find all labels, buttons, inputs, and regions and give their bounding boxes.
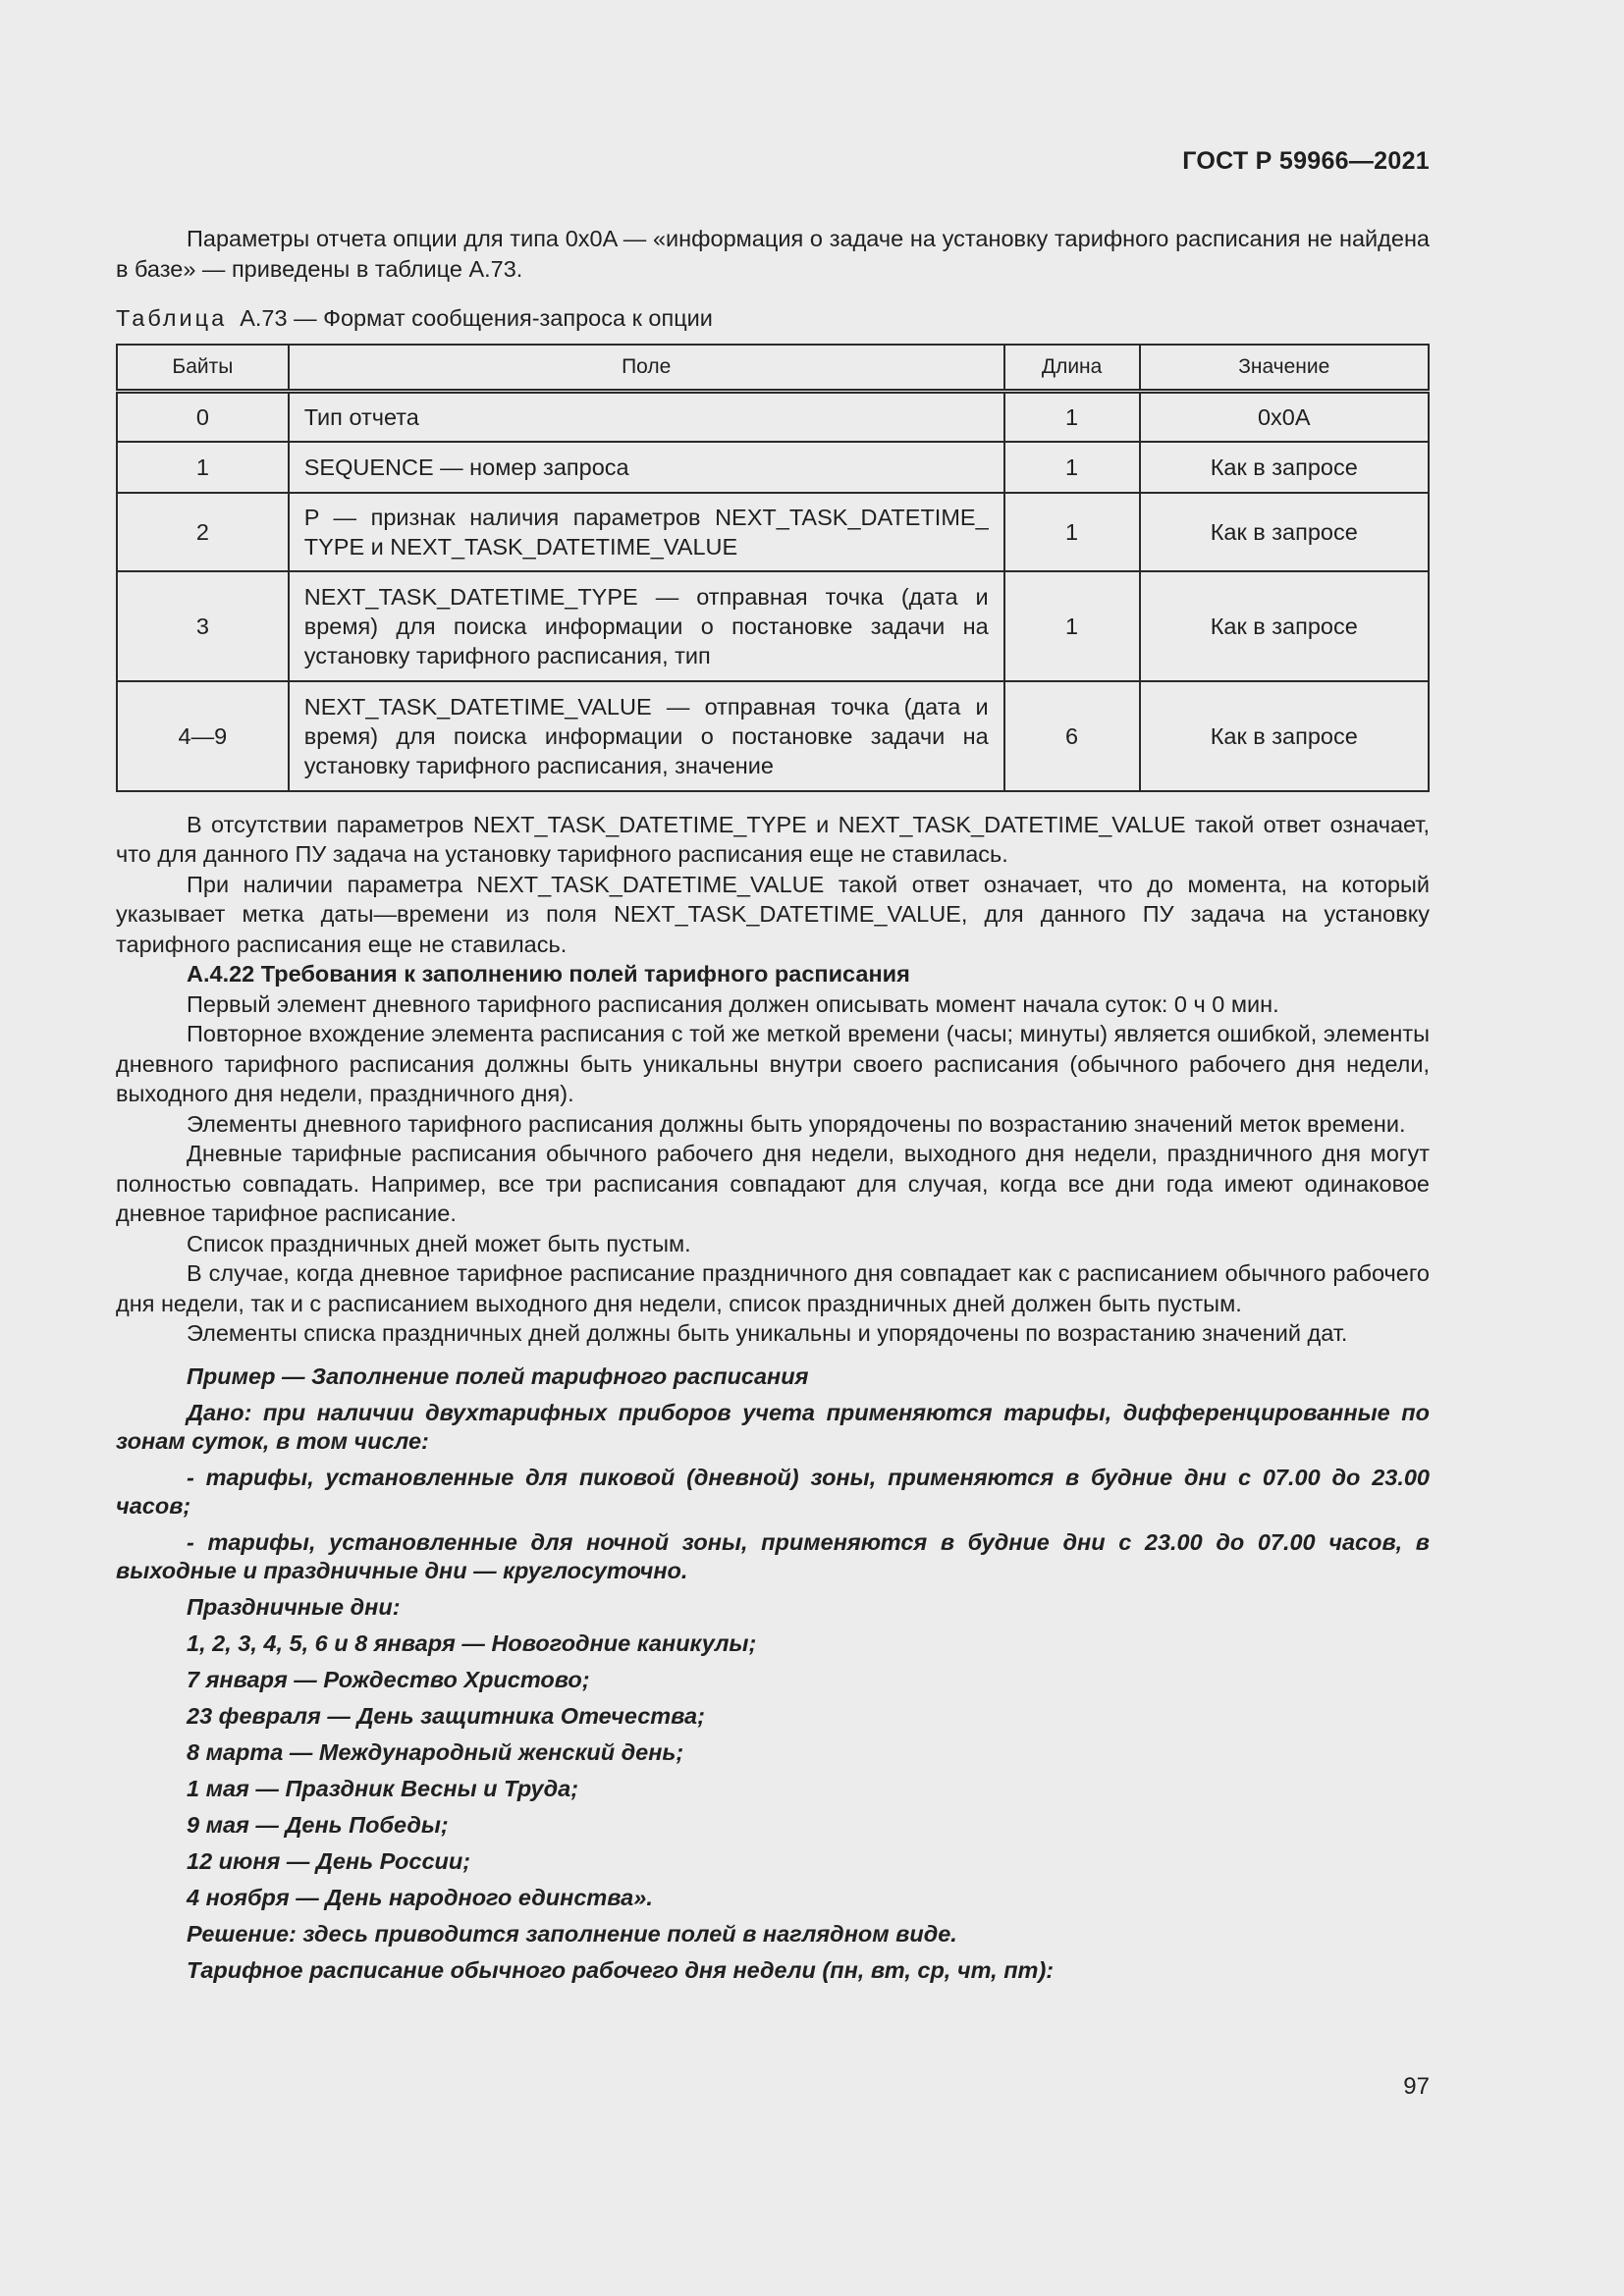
holiday-item: 7 января — Рождество Христово; [187,1666,590,1692]
cell-field: NEXT_TASK_DATETIME_TYPE — отправная точка (дата и время) для поиска информации о постановке задачи на установку тарифного расписания, тип [289,571,1004,681]
cell-value: Как в запросе [1140,681,1429,791]
column-header-length: Длина [1004,345,1140,392]
section-heading: А.4.22 Требования к заполнению полей тарифного расписания [187,961,910,987]
paragraph: Повторное вхождение элемента расписания с той же меткой времени (часы; минуты) является ошибкой, элементы дневного тарифного расписания должны быть уникальны внутри своего расписания (обычного рабочего дня недели, выходного дня недели, праздничного дня). [116,1021,1430,1106]
example-item: - тарифы, установленные для пиковой (дневной) зоны, применяются в будние дни с 07.00 до 23.00 часов; [116,1464,1430,1519]
paragraph: Первый элемент дневного тарифного расписания должен описывать момент начала суток: 0 ч 0 мин. [187,990,1279,1017]
holiday-item: 1 мая — Праздник Весны и Труда; [187,1775,579,1801]
example-item: - тарифы, установленные для ночной зоны, применяются в будние дни с 23.00 до 07.00 часов, в выходные и праздничные дни — круглосуточно. [116,1528,1430,1583]
holiday-item: 1, 2, 3, 4, 5, 6 и 8 января — Новогодние каникулы; [187,1629,757,1656]
example-block [116,1362,1430,1985]
message-format-table [116,344,1430,792]
cell-length: 1 [1004,442,1140,493]
paragraph: Элементы списка праздничных дней должны быть уникальны и упорядочены по возрастанию значений дат. [187,1320,1348,1346]
cell-value: 0x0A [1140,391,1429,442]
cell-length: 1 [1004,391,1140,442]
cell-field: Тип отчета [289,391,1004,442]
document-code: ГОСТ Р 59966—2021 [1182,147,1430,175]
paragraph: При наличии параметра NEXT_TASK_DATETIME_VALUE такой ответ означает, что до момента, на который указывает метка даты—времени из поля NEXT_TASK_DATETIME_VALUE, для данного ПУ задача на установку тарифного расписания еще не ставилась. [116,871,1430,957]
cell-value: Как в запросе [1140,571,1429,681]
cell-length: 1 [1004,493,1140,571]
example-title: Пример — Заполнение полей тарифного расписания [187,1362,809,1389]
table-row [117,442,1429,493]
cell-length: 6 [1004,681,1140,791]
paragraph: Дневные тарифные расписания обычного рабочего дня недели, выходного дня недели, праздничного дня могут полностью совпадать. Например, все три расписания совпадают для случая, когда все дни года имеют одинаковое дневное тарифное расписание. [116,1141,1430,1226]
cell-bytes: 4—9 [117,681,289,791]
holiday-item: 9 мая — День Победы; [187,1811,449,1838]
holiday-item: 8 марта — Международный женский день; [187,1738,684,1765]
cell-value: Как в запросе [1140,493,1429,571]
column-header-value: Значение [1140,345,1429,392]
table-caption-word: Таблица [116,305,228,331]
cell-field: NEXT_TASK_DATETIME_VALUE — отправная точка (дата и время) для поиска информации о постановке задачи на установку тарифного расписания, значение [289,681,1004,791]
paragraph: В случае, когда дневное тарифное расписание праздничного дня совпадает как с расписанием обычного рабочего дня недели, так и с расписанием выходного дня недели, список праздничных дней должен быть пустым. [116,1260,1430,1316]
column-header-bytes: Байты [117,345,289,392]
cell-field: SEQUENCE — номер запроса [289,442,1004,493]
holiday-item: 4 ноября — День народного единства». [187,1884,653,1910]
table-row [117,571,1429,681]
cell-length: 1 [1004,571,1140,681]
cell-bytes: 0 [117,391,289,442]
intro-paragraph: Параметры отчета опции для типа 0x0A — «информация о задаче на установку тарифного расписания не найдена в базе» — приведены в таблице А.73. [116,226,1430,282]
table-caption [116,303,1430,334]
page-number: 97 [1403,2073,1430,2100]
cell-value: Как в запросе [1140,442,1429,493]
table-caption-text: А.73 — Формат сообщения-запроса к опции [240,305,713,331]
column-header-field: Поле [289,345,1004,392]
page-content [116,224,1430,1993]
cell-bytes: 1 [117,442,289,493]
table-row [117,493,1429,571]
solution-line: Решение: здесь приводится заполнение полей в наглядном виде. [187,1920,957,1947]
table-row [117,681,1429,791]
paragraph: В отсутствии параметров NEXT_TASK_DATETIME_TYPE и NEXT_TASK_DATETIME_VALUE такой ответ означает, что для данного ПУ задача на установку тарифного расписания еще не ставилась. [116,811,1430,867]
holiday-item: 12 июня — День России; [187,1847,471,1874]
paragraph: Список праздничных дней может быть пустым. [187,1230,691,1256]
paragraph: Элементы дневного тарифного расписания должны быть упорядочены по возрастанию значений меток времени. [187,1110,1406,1137]
table-header-row [117,345,1429,392]
holidays-label: Праздничные дни: [187,1593,401,1620]
table-row [117,391,1429,442]
holiday-item: 23 февраля — День защитника Отечества; [187,1702,705,1729]
cell-bytes: 3 [117,571,289,681]
schedule-label: Тарифное расписание обычного рабочего дня недели (пн, вт, ср, чт, пт): [187,1956,1055,1983]
body-text [116,810,1430,1349]
cell-bytes: 2 [117,493,289,571]
cell-field: P — признак наличия параметров NEXT_TASK_DATETIME_ TYPE и NEXT_TASK_DATETIME_VALUE [289,493,1004,571]
example-given: Дано: при наличии двухтарифных приборов учета применяются тарифы, дифференцированные по зонам суток, в том числе: [116,1399,1430,1454]
